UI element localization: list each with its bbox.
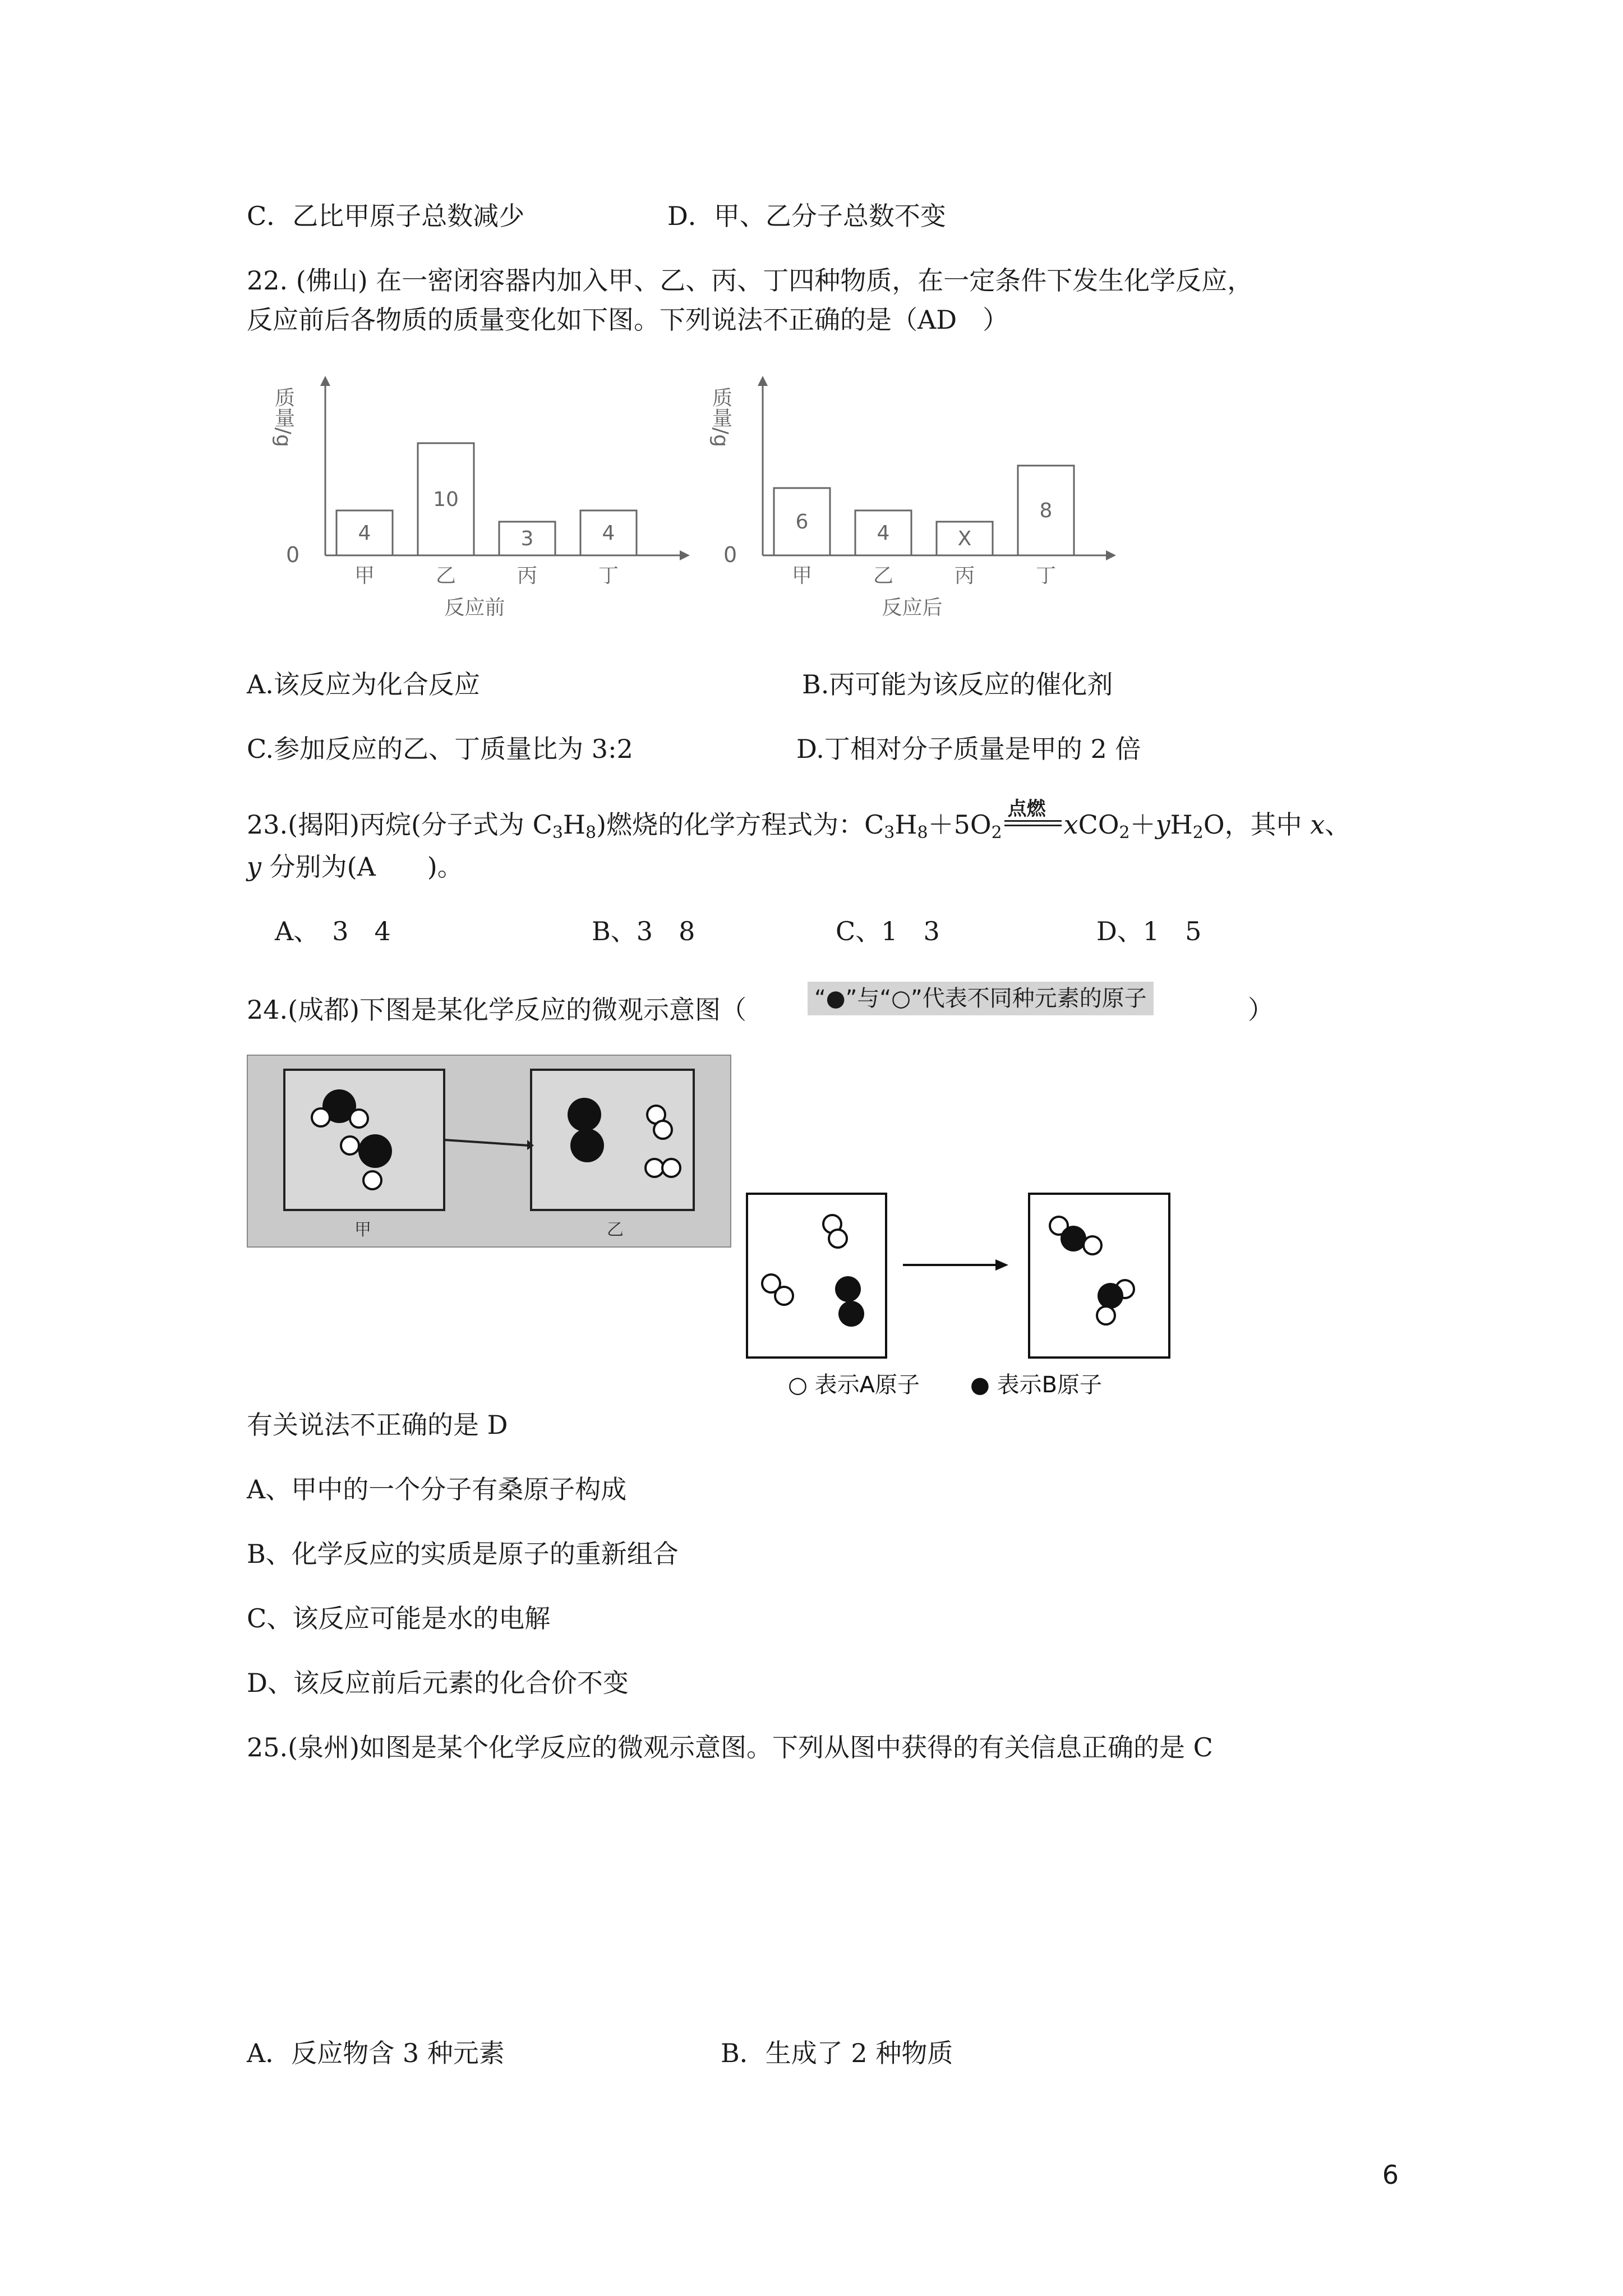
before-x-arrow — [680, 550, 690, 560]
before-data-label-甲: 4 — [358, 522, 371, 545]
before-title: 反应前 — [444, 596, 505, 619]
q25-stem: 25.(泉州)如图是某个化学反应的微观示意图。下列从图中获得的有关信息正确的是 C — [247, 1732, 1213, 1763]
before-data-label-丁: 4 — [602, 522, 615, 545]
photo-label-left: 甲 — [354, 1220, 371, 1240]
q25-option-a: A．反应物含 3 种元素 — [247, 2038, 505, 2068]
before-tick-label-乙: 乙 — [435, 564, 457, 587]
q23-stem-line2: y 分别为(A )。 — [247, 852, 463, 882]
q23-stem-line1: 23.(揭阳)丙烷(分子式为 $C_3H_8$)燃烧的化学方程式为：$C_3H_8+5O_2$ 点燃 $xCO_2+yH_2O$，其中 x、 — [247, 808, 1350, 841]
after-tick-label-甲: 甲 — [791, 564, 813, 587]
after-tick-label-丁: 丁 — [1035, 564, 1057, 587]
photo-label-right: 乙 — [607, 1220, 624, 1240]
after-title: 反应后 — [882, 596, 943, 619]
q22-option-b: B.丙可能为该反应的催化剂 — [802, 669, 1113, 700]
before-data-label-乙: 10 — [433, 488, 459, 511]
after-y-label: 质量/g — [709, 387, 732, 447]
before-origin-label: 0 — [286, 542, 300, 567]
legend-a-atom: ○ 表示A原子 — [788, 1372, 920, 1398]
legend-b-atom: ● 表示B原子 — [970, 1372, 1103, 1398]
q25-option-b: B．生成了 2 种物质 — [721, 2038, 953, 2068]
bar-chart-before — [264, 365, 701, 628]
after-data-label-甲: 6 — [795, 510, 809, 533]
after-data-label-乙: 4 — [877, 522, 890, 545]
before-data-label-丙: 3 — [520, 527, 534, 550]
after-x-arrow — [1106, 550, 1116, 560]
q23-option-a: A、 3 4 — [275, 916, 391, 946]
q24-stem: 有关说法不正确的是 D — [247, 1410, 508, 1440]
after-data-label-丙: X — [957, 527, 972, 550]
before-y-arrow — [320, 376, 330, 386]
q24-option-b: B、化学反应的实质是原子的重新组合 — [247, 1539, 679, 1569]
q24-option-d: D、该反应前后元素的化合价不变 — [247, 1668, 629, 1698]
reaction-arrow — [1002, 798, 1064, 841]
bar-chart-after — [701, 365, 1127, 628]
q23-option-b: B、3 8 — [592, 916, 695, 946]
before-y-label: 质量/g — [271, 387, 295, 447]
q23-option-d: D、1 5 — [1096, 916, 1202, 946]
after-y-arrow — [758, 376, 768, 386]
before-tick-label-甲: 甲 — [354, 564, 375, 587]
before-tick-label-丁: 丁 — [598, 564, 619, 587]
q22-option-a: A.该反应为化合反应 — [247, 669, 480, 700]
after-origin-label: 0 — [723, 542, 737, 567]
q24-legend-image: “●”与“○”代表不同种元素的原子 — [808, 982, 1154, 1015]
molecule-photo-diagram — [248, 1056, 730, 1246]
q21-option-d: D．甲、乙分子总数不变 — [667, 201, 946, 231]
after-tick-label-丙: 丙 — [954, 564, 975, 587]
after-data-label-丁: 8 — [1039, 499, 1053, 522]
after-tick-label-乙: 乙 — [873, 564, 894, 587]
page-number: 6 — [1382, 2160, 1399, 2190]
q24-stem-line1: 24.(成都)下图是某化学反应的微观示意图（ — [247, 995, 747, 1025]
q22-stem-line1: 22. (佛山) 在一密闭容器内加入甲、乙、丙、丁四种物质，在一定条件下发生化学反应， — [247, 265, 1253, 296]
q21-option-c: C．乙比甲原子总数减少 — [247, 201, 525, 231]
q24-photo-figure — [247, 1055, 731, 1248]
q22-option-d: D.丁相对分子质量是甲的 2 倍 — [796, 734, 1141, 764]
q23-option-c: C、1 3 — [836, 916, 940, 946]
q24-stem-line1-end: ） — [1248, 995, 1274, 1025]
q24-molecule-diagram — [740, 1184, 1189, 1414]
before-tick-label-丙: 丙 — [517, 564, 538, 587]
q22-stem-line2: 反应前后各物质的质量变化如下图。下列说法不正确的是（AD ） — [247, 305, 1009, 335]
q22-option-c: C.参加反应的乙、丁质量比为 3:2 — [247, 734, 633, 764]
reaction-condition: 点燃 — [1007, 798, 1046, 820]
q24-option-a: A、甲中的一个分子有桑原子构成 — [247, 1474, 627, 1504]
q24-option-c: C、该反应可能是水的电解 — [247, 1603, 551, 1634]
